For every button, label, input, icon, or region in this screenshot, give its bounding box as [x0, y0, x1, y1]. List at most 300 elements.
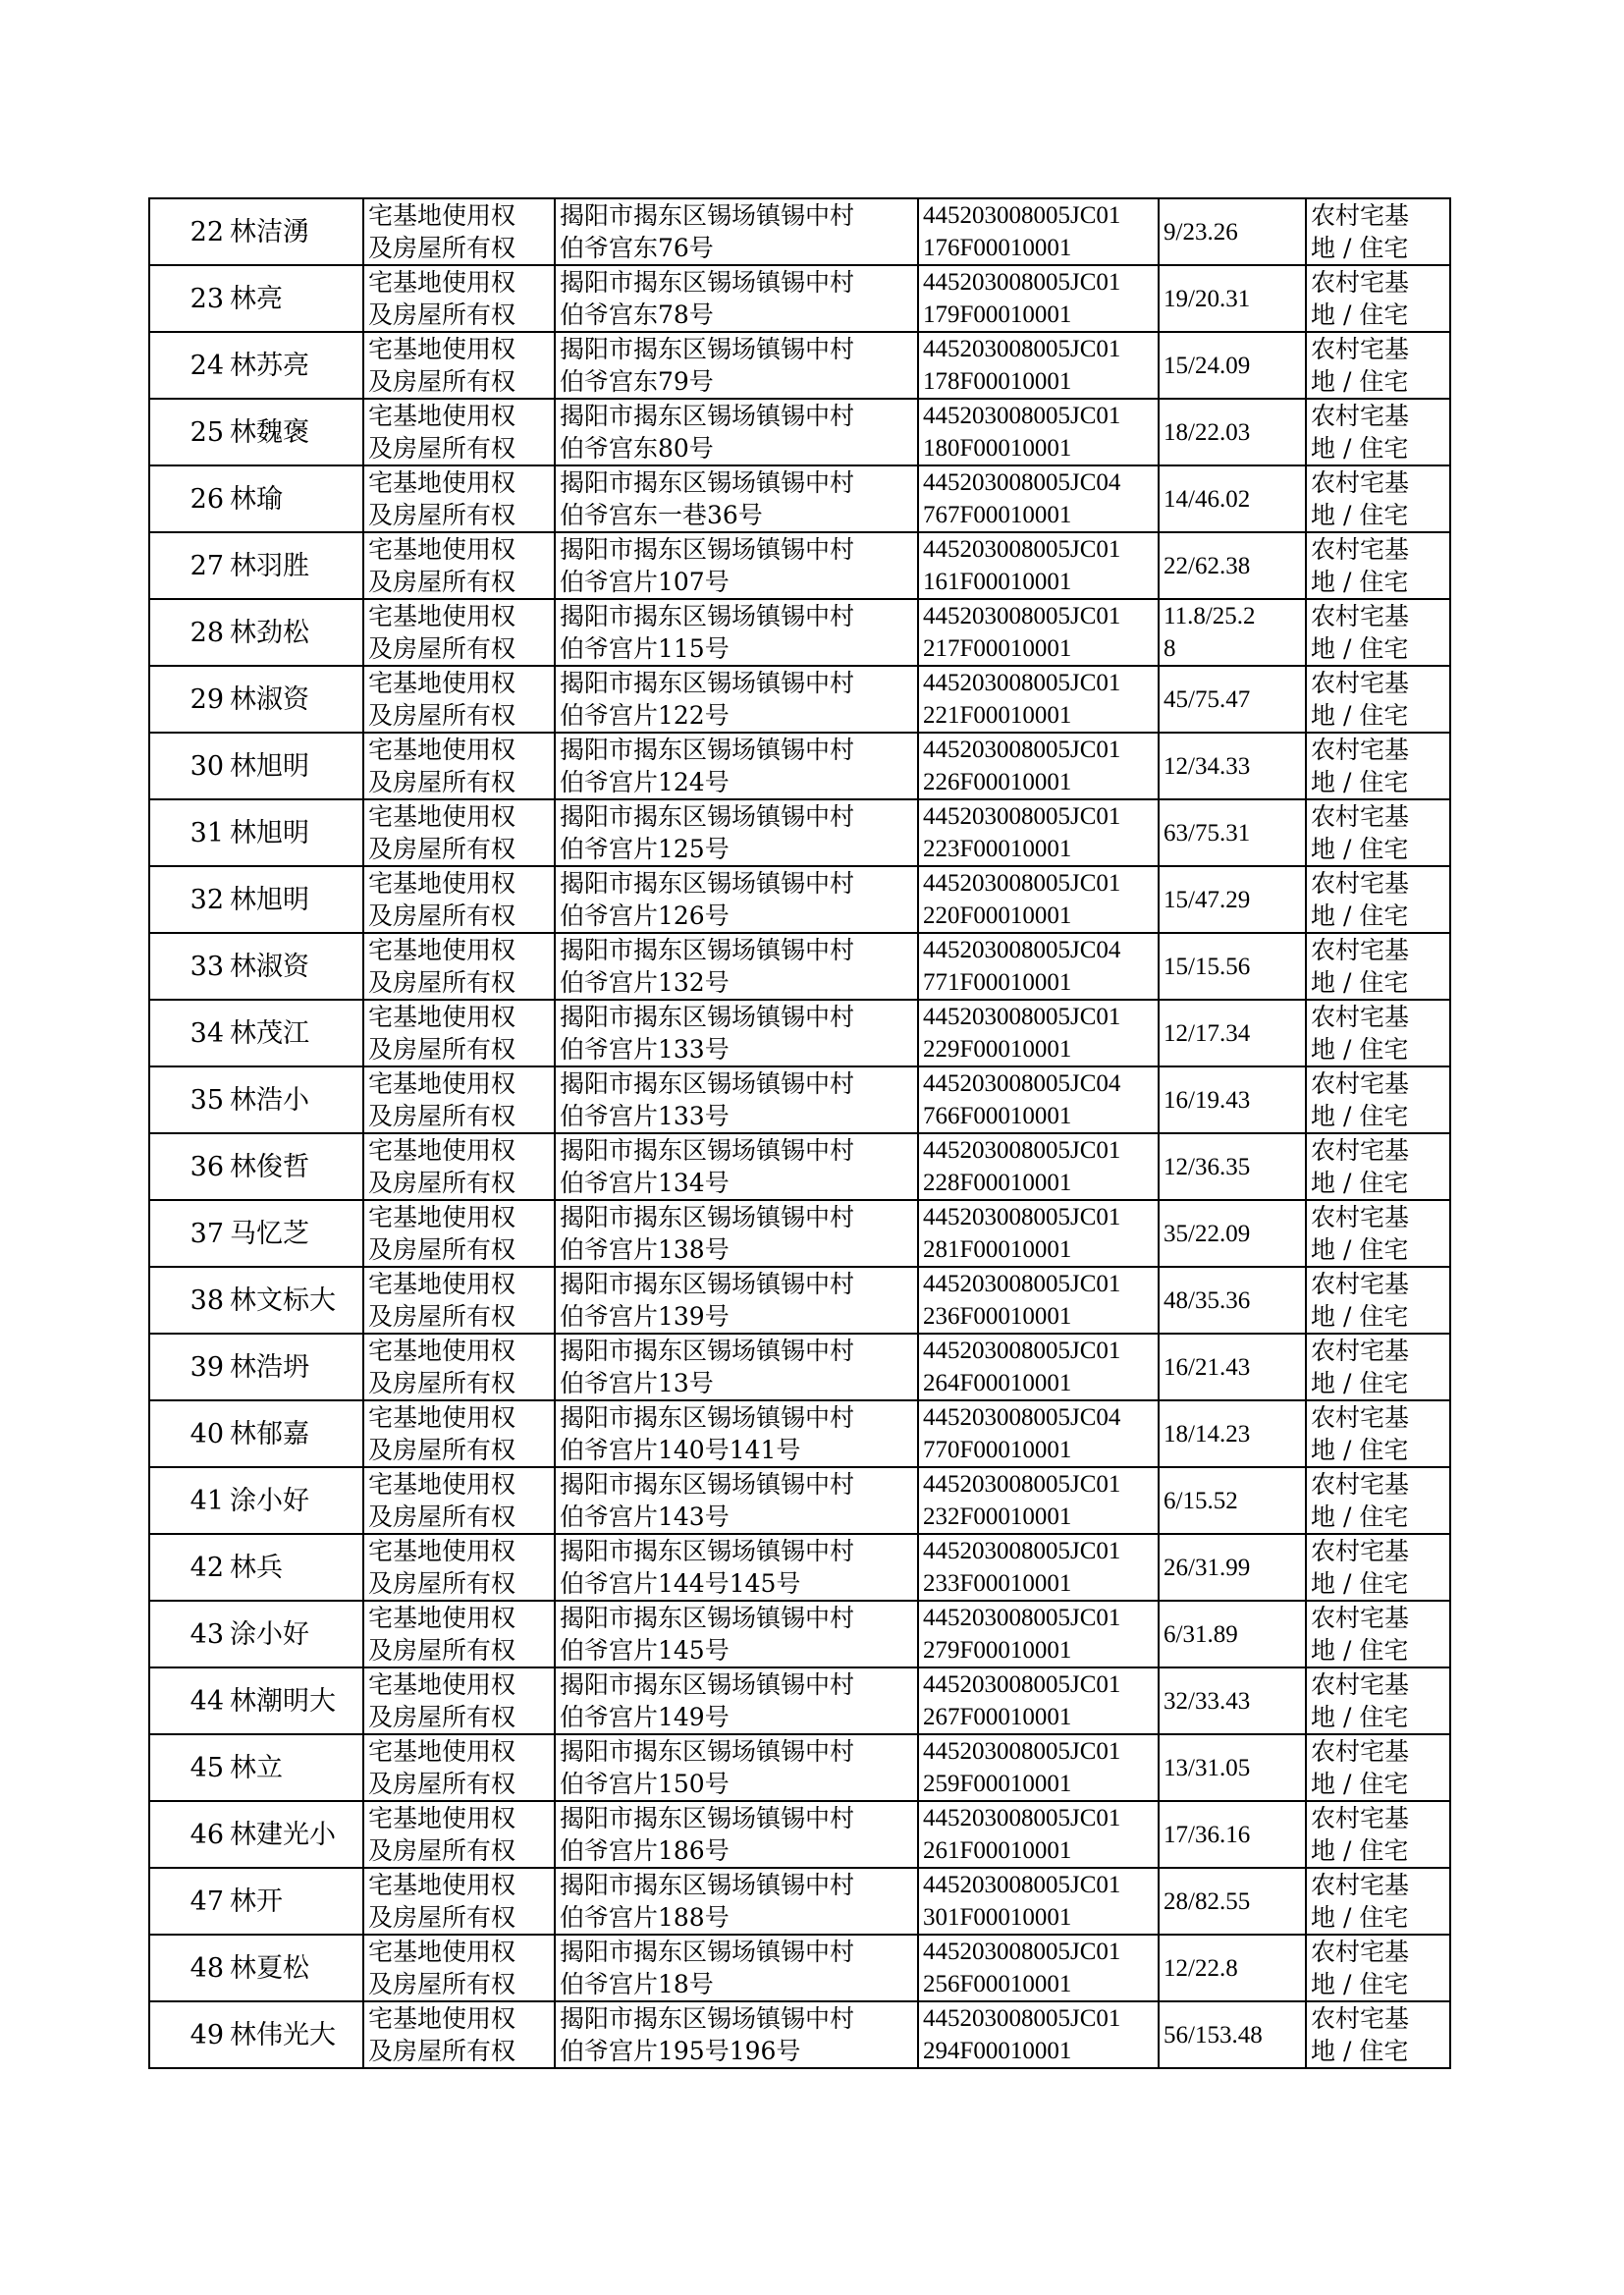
- row-number: 31: [189, 817, 224, 848]
- property-address-cell: [555, 265, 918, 332]
- unit-code-cell: [918, 1868, 1159, 1935]
- right-type-line: 及房屋所有权: [368, 367, 516, 396]
- area-value-cell: [1159, 1200, 1306, 1267]
- right-type-cell: [363, 198, 555, 265]
- unit-code-line: 445203008005JC04: [923, 1404, 1121, 1431]
- right-type-line: 宅基地使用权: [368, 1337, 516, 1365]
- property-address-line: 揭阳市揭东区锡场镇锡中村: [560, 1737, 855, 1766]
- land-use-line: 地 / 住宅: [1311, 1703, 1409, 1731]
- land-use-cell: [1306, 733, 1450, 799]
- area-value-cell: [1159, 933, 1306, 1000]
- owner-name: 林旭明: [230, 884, 309, 915]
- land-use-line: 农村宅基: [1311, 1069, 1410, 1098]
- right-type-line: 宅基地使用权: [368, 1804, 516, 1832]
- property-address-line: 揭阳市揭东区锡场镇锡中村: [560, 1337, 855, 1365]
- property-address-line: 伯爷宫片140号141号: [560, 1436, 801, 1464]
- right-type-line: 及房屋所有权: [368, 902, 516, 930]
- right-type-cell: [363, 1734, 555, 1801]
- table-row: [149, 198, 1450, 265]
- area-value-line: 12/36.35: [1164, 1153, 1251, 1180]
- unit-code-cell: [918, 866, 1159, 933]
- unit-code-line: 176F00010001: [923, 235, 1072, 261]
- unit-code-cell: [918, 933, 1159, 1000]
- property-address-cell: [555, 1734, 918, 1801]
- unit-code-line: 445203008005JC01: [923, 1671, 1121, 1698]
- row-number-cell: [149, 1467, 226, 1534]
- unit-code-line: 445203008005JC04: [923, 469, 1121, 496]
- owner-name: 林浩小: [230, 1084, 309, 1116]
- right-type-cell: [363, 1400, 555, 1467]
- land-use-cell: [1306, 1734, 1450, 1801]
- right-type-line: 宅基地使用权: [368, 2004, 516, 2033]
- row-number: 29: [189, 683, 224, 715]
- area-value-line: 16/21.43: [1164, 1353, 1251, 1381]
- land-use-cell: [1306, 1534, 1450, 1601]
- land-use-cell: [1306, 1467, 1450, 1534]
- unit-code-line: 232F00010001: [923, 1503, 1072, 1530]
- right-type-line: 宅基地使用权: [368, 1737, 516, 1766]
- unit-code-line: 445203008005JC01: [923, 1471, 1121, 1498]
- property-address-line: 伯爷宫片132号: [560, 968, 730, 997]
- owner-name: 马忆芝: [230, 1218, 309, 1249]
- property-address-line: 揭阳市揭东区锡场镇锡中村: [560, 2004, 855, 2033]
- right-type-line: 宅基地使用权: [368, 669, 516, 697]
- table-row: [149, 1000, 1450, 1066]
- property-address-cell: [555, 1267, 918, 1334]
- area-value-line: 56/153.48: [1164, 2021, 1263, 2049]
- row-number: 25: [189, 416, 224, 448]
- land-use-line: 地 / 住宅: [1311, 1169, 1409, 1197]
- row-number-cell: [149, 399, 226, 465]
- unit-code-line: 445203008005JC01: [923, 1271, 1121, 1297]
- area-value-line: 12/22.8: [1164, 1954, 1238, 1982]
- owner-name: 林夏松: [230, 1952, 309, 1984]
- table-row: [149, 1200, 1450, 1267]
- row-number-cell: [149, 1601, 226, 1667]
- property-address-line: 伯爷宫片188号: [560, 1903, 730, 1932]
- land-use-cell: [1306, 599, 1450, 666]
- property-address-line: 伯爷宫片115号: [560, 634, 730, 663]
- land-use-cell: [1306, 1200, 1450, 1267]
- area-value-cell: [1159, 1267, 1306, 1334]
- right-type-line: 宅基地使用权: [368, 268, 516, 297]
- property-address-line: 伯爷宫片144号145号: [560, 1569, 801, 1598]
- land-use-line: 地 / 住宅: [1311, 1503, 1409, 1531]
- owner-name-cell: [226, 1066, 363, 1133]
- property-address-cell: [555, 1801, 918, 1868]
- land-use-line: 地 / 住宅: [1311, 1369, 1409, 1397]
- owner-name-cell: [226, 332, 363, 399]
- right-type-cell: [363, 1868, 555, 1935]
- land-use-line: 农村宅基: [1311, 402, 1410, 430]
- unit-code-line: 445203008005JC01: [923, 1738, 1121, 1765]
- owner-name: 林苏亮: [230, 350, 309, 381]
- row-number: 42: [189, 1552, 224, 1583]
- unit-code-cell: [918, 1200, 1159, 1267]
- right-type-line: 及房屋所有权: [368, 835, 516, 863]
- row-number: 47: [189, 1885, 224, 1917]
- land-use-cell: [1306, 1400, 1450, 1467]
- right-type-line: 及房屋所有权: [368, 1503, 516, 1531]
- area-value-line: 11.8/25.2: [1164, 603, 1256, 629]
- unit-code-cell: [918, 465, 1159, 532]
- table-row: [149, 733, 1450, 799]
- owner-name: 涂小好: [230, 1485, 309, 1516]
- row-number: 34: [189, 1017, 224, 1049]
- right-type-line: 及房屋所有权: [368, 1302, 516, 1331]
- area-value-line: 22/62.38: [1164, 552, 1251, 579]
- land-use-line: 地 / 住宅: [1311, 568, 1409, 596]
- unit-code-cell: [918, 1667, 1159, 1734]
- unit-code-line: 233F00010001: [923, 1570, 1072, 1597]
- area-value-line: 8: [1164, 635, 1176, 662]
- right-type-cell: [363, 1133, 555, 1200]
- row-number-cell: [149, 1334, 226, 1400]
- right-type-line: 宅基地使用权: [368, 535, 516, 564]
- right-type-line: 宅基地使用权: [368, 1604, 516, 1632]
- right-type-cell: [363, 399, 555, 465]
- row-number-cell: [149, 265, 226, 332]
- row-number-cell: [149, 1066, 226, 1133]
- land-use-line: 农村宅基: [1311, 201, 1410, 230]
- right-type-line: 宅基地使用权: [368, 1403, 516, 1432]
- unit-code-line: 217F00010001: [923, 635, 1072, 662]
- unit-code-cell: [918, 733, 1159, 799]
- land-use-line: 农村宅基: [1311, 268, 1410, 297]
- land-use-line: 农村宅基: [1311, 535, 1410, 564]
- property-address-line: 揭阳市揭东区锡场镇锡中村: [560, 535, 855, 564]
- area-value-cell: [1159, 1935, 1306, 2001]
- unit-code-line: 445203008005JC01: [923, 2005, 1121, 2032]
- property-address-cell: [555, 1667, 918, 1734]
- area-value-cell: [1159, 866, 1306, 933]
- area-value-cell: [1159, 1734, 1306, 1801]
- row-number: 48: [189, 1952, 224, 1984]
- row-number-cell: [149, 666, 226, 733]
- unit-code-cell: [918, 799, 1159, 866]
- property-address-line: 伯爷宫东76号: [560, 234, 714, 262]
- row-number: 27: [189, 550, 224, 581]
- property-address-line: 揭阳市揭东区锡场镇锡中村: [560, 335, 855, 363]
- property-address-line: 揭阳市揭东区锡场镇锡中村: [560, 1403, 855, 1432]
- property-address-line: 伯爷宫片138号: [560, 1235, 730, 1264]
- unit-code-line: 228F00010001: [923, 1170, 1072, 1196]
- property-registry-table: [148, 197, 1451, 2069]
- land-use-cell: [1306, 332, 1450, 399]
- land-use-cell: [1306, 1868, 1450, 1935]
- property-address-line: 揭阳市揭东区锡场镇锡中村: [560, 1537, 855, 1565]
- table-row: [149, 1334, 1450, 1400]
- land-use-line: 地 / 住宅: [1311, 835, 1409, 863]
- unit-code-cell: [918, 399, 1159, 465]
- unit-code-line: 281F00010001: [923, 1236, 1072, 1263]
- table-row: [149, 1935, 1450, 2001]
- property-address-line: 伯爷宫片149号: [560, 1703, 730, 1731]
- right-type-line: 宅基地使用权: [368, 802, 516, 831]
- owner-name: 林潮明大: [230, 1685, 336, 1717]
- land-use-line: 农村宅基: [1311, 468, 1410, 497]
- right-type-cell: [363, 1066, 555, 1133]
- right-type-line: 及房屋所有权: [368, 1035, 516, 1064]
- property-address-line: 揭阳市揭东区锡场镇锡中村: [560, 1938, 855, 1966]
- property-address-line: 伯爷宫片125号: [560, 835, 730, 863]
- row-number: 44: [189, 1685, 224, 1717]
- owner-name-cell: [226, 1935, 363, 2001]
- property-address-line: 伯爷宫东78号: [560, 301, 714, 329]
- right-type-line: 及房屋所有权: [368, 701, 516, 730]
- area-value-cell: [1159, 1000, 1306, 1066]
- property-address-line: 揭阳市揭东区锡场镇锡中村: [560, 1136, 855, 1165]
- property-address-cell: [555, 666, 918, 733]
- property-address-cell: [555, 866, 918, 933]
- area-value-cell: [1159, 1334, 1306, 1400]
- owner-name-cell: [226, 1000, 363, 1066]
- area-value-line: 18/22.03: [1164, 418, 1251, 446]
- land-use-line: 农村宅基: [1311, 1470, 1410, 1499]
- area-value-line: 15/24.09: [1164, 352, 1251, 379]
- area-value-cell: [1159, 332, 1306, 399]
- row-number: 32: [189, 884, 224, 915]
- owner-name: 林洁湧: [230, 216, 309, 247]
- property-address-cell: [555, 198, 918, 265]
- area-value-line: 13/31.05: [1164, 1754, 1251, 1781]
- row-number: 30: [189, 750, 224, 782]
- right-type-line: 及房屋所有权: [368, 1903, 516, 1932]
- unit-code-line: 301F00010001: [923, 1904, 1072, 1931]
- area-value-cell: [1159, 265, 1306, 332]
- unit-code-cell: [918, 332, 1159, 399]
- table-row: [149, 265, 1450, 332]
- property-address-cell: [555, 465, 918, 532]
- property-address-cell: [555, 1400, 918, 1467]
- property-address-cell: [555, 1534, 918, 1601]
- property-address-line: 伯爷宫片195号196号: [560, 2037, 801, 2065]
- land-use-cell: [1306, 198, 1450, 265]
- unit-code-line: 221F00010001: [923, 702, 1072, 729]
- owner-name-cell: [226, 1334, 363, 1400]
- land-use-line: 地 / 住宅: [1311, 434, 1409, 463]
- property-address-line: 揭阳市揭东区锡场镇锡中村: [560, 736, 855, 764]
- owner-name: 林羽胜: [230, 550, 309, 581]
- table-row: [149, 1601, 1450, 1667]
- unit-code-line: 445203008005JC01: [923, 403, 1121, 429]
- property-address-line: 揭阳市揭东区锡场镇锡中村: [560, 1203, 855, 1231]
- right-type-line: 及房屋所有权: [368, 1770, 516, 1798]
- area-value-line: 26/31.99: [1164, 1554, 1251, 1581]
- owner-name: 林伟光大: [230, 2019, 336, 2050]
- unit-code-cell: [918, 1000, 1159, 1066]
- unit-code-line: 445203008005JC01: [923, 536, 1121, 563]
- right-type-cell: [363, 1601, 555, 1667]
- area-value-line: 19/20.31: [1164, 285, 1251, 312]
- right-type-line: 及房屋所有权: [368, 1569, 516, 1598]
- row-number: 28: [189, 617, 224, 648]
- table-row: [149, 399, 1450, 465]
- right-type-cell: [363, 1200, 555, 1267]
- land-use-line: 农村宅基: [1311, 335, 1410, 363]
- unit-code-line: 770F00010001: [923, 1437, 1072, 1463]
- unit-code-line: 445203008005JC01: [923, 737, 1121, 763]
- row-number: 45: [189, 1752, 224, 1783]
- area-value-cell: [1159, 399, 1306, 465]
- land-use-cell: [1306, 2001, 1450, 2068]
- owner-name: 林开: [230, 1885, 283, 1917]
- area-value-line: 18/14.23: [1164, 1420, 1251, 1448]
- right-type-line: 及房屋所有权: [368, 1369, 516, 1397]
- table-row: [149, 666, 1450, 733]
- owner-name: 林兵: [230, 1552, 283, 1583]
- right-type-line: 宅基地使用权: [368, 1670, 516, 1699]
- property-address-cell: [555, 933, 918, 1000]
- area-value-line: 63/75.31: [1164, 819, 1251, 847]
- right-type-cell: [363, 599, 555, 666]
- unit-code-line: 445203008005JC04: [923, 1070, 1121, 1097]
- owner-name-cell: [226, 532, 363, 599]
- area-value-cell: [1159, 1133, 1306, 1200]
- table-row: [149, 1868, 1450, 1935]
- land-use-line: 农村宅基: [1311, 602, 1410, 630]
- land-use-line: 农村宅基: [1311, 1537, 1410, 1565]
- unit-code-line: 180F00010001: [923, 435, 1072, 462]
- owner-name-cell: [226, 1133, 363, 1200]
- land-use-cell: [1306, 666, 1450, 733]
- row-number-cell: [149, 332, 226, 399]
- land-use-cell: [1306, 933, 1450, 1000]
- right-type-cell: [363, 866, 555, 933]
- land-use-cell: [1306, 465, 1450, 532]
- row-number-cell: [149, 2001, 226, 2068]
- area-value-line: 16/19.43: [1164, 1086, 1251, 1114]
- property-address-cell: [555, 399, 918, 465]
- unit-code-line: 445203008005JC01: [923, 870, 1121, 897]
- table-row: [149, 465, 1450, 532]
- right-type-line: 及房屋所有权: [368, 1636, 516, 1665]
- owner-name: 林旭明: [230, 750, 309, 782]
- property-address-line: 揭阳市揭东区锡场镇锡中村: [560, 1270, 855, 1298]
- land-use-cell: [1306, 1935, 1450, 2001]
- property-address-line: 揭阳市揭东区锡场镇锡中村: [560, 268, 855, 297]
- owner-name-cell: [226, 198, 363, 265]
- owner-name: 林淑资: [230, 951, 309, 982]
- unit-code-cell: [918, 198, 1159, 265]
- owner-name-cell: [226, 1667, 363, 1734]
- property-address-cell: [555, 1868, 918, 1935]
- area-value-line: 14/46.02: [1164, 485, 1251, 513]
- area-value-cell: [1159, 1667, 1306, 1734]
- owner-name: 涂小好: [230, 1618, 309, 1650]
- unit-code-line: 766F00010001: [923, 1103, 1072, 1129]
- right-type-line: 宅基地使用权: [368, 1470, 516, 1499]
- property-address-line: 伯爷宫片139号: [560, 1302, 730, 1331]
- unit-code-line: 445203008005JC01: [923, 336, 1121, 362]
- owner-name-cell: [226, 465, 363, 532]
- owner-name: 林浩坍: [230, 1351, 309, 1383]
- owner-name: 林魏褒: [230, 416, 309, 448]
- area-value-line: 6/15.52: [1164, 1487, 1238, 1514]
- right-type-line: 宅基地使用权: [368, 1938, 516, 1966]
- land-use-line: 农村宅基: [1311, 736, 1410, 764]
- right-type-cell: [363, 2001, 555, 2068]
- property-address-line: 揭阳市揭东区锡场镇锡中村: [560, 468, 855, 497]
- unit-code-cell: [918, 2001, 1159, 2068]
- owner-name: 林俊哲: [230, 1151, 309, 1182]
- unit-code-cell: [918, 532, 1159, 599]
- area-value-cell: [1159, 1601, 1306, 1667]
- table-row: [149, 2001, 1450, 2068]
- unit-code-line: 223F00010001: [923, 836, 1072, 862]
- owner-name-cell: [226, 666, 363, 733]
- area-value-line: 15/47.29: [1164, 886, 1251, 913]
- owner-name-cell: [226, 799, 363, 866]
- right-type-line: 及房屋所有权: [368, 434, 516, 463]
- owner-name: 林文标大: [230, 1284, 336, 1316]
- property-address-line: 揭阳市揭东区锡场镇锡中村: [560, 869, 855, 898]
- unit-code-line: 445203008005JC01: [923, 1605, 1121, 1631]
- land-use-line: 农村宅基: [1311, 1270, 1410, 1298]
- right-type-line: 及房屋所有权: [368, 2037, 516, 2065]
- land-use-cell: [1306, 399, 1450, 465]
- unit-code-cell: [918, 599, 1159, 666]
- right-type-cell: [363, 1334, 555, 1400]
- table-row: [149, 1467, 1450, 1534]
- property-address-line: 伯爷宫片150号: [560, 1770, 730, 1798]
- owner-name-cell: [226, 1200, 363, 1267]
- property-address-line: 揭阳市揭东区锡场镇锡中村: [560, 602, 855, 630]
- property-address-line: 伯爷宫东80号: [560, 434, 714, 463]
- land-use-line: 农村宅基: [1311, 1804, 1410, 1832]
- right-type-cell: [363, 265, 555, 332]
- area-value-cell: [1159, 198, 1306, 265]
- right-type-line: 宅基地使用权: [368, 402, 516, 430]
- property-address-line: 伯爷宫片133号: [560, 1035, 730, 1064]
- unit-code-line: 161F00010001: [923, 569, 1072, 595]
- property-address-cell: [555, 1066, 918, 1133]
- land-use-line: 地 / 住宅: [1311, 902, 1409, 930]
- right-type-line: 宅基地使用权: [368, 1069, 516, 1098]
- property-address-cell: [555, 332, 918, 399]
- land-use-line: 地 / 住宅: [1311, 501, 1409, 529]
- unit-code-line: 445203008005JC01: [923, 803, 1121, 830]
- property-address-cell: [555, 1133, 918, 1200]
- land-use-line: 农村宅基: [1311, 1938, 1410, 1966]
- property-address-line: 揭阳市揭东区锡场镇锡中村: [560, 936, 855, 964]
- table-row: [149, 1801, 1450, 1868]
- unit-code-cell: [918, 1066, 1159, 1133]
- owner-name-cell: [226, 1734, 363, 1801]
- land-use-line: 农村宅基: [1311, 1203, 1410, 1231]
- property-address-line: 揭阳市揭东区锡场镇锡中村: [560, 1003, 855, 1031]
- unit-code-cell: [918, 1334, 1159, 1400]
- land-use-line: 地 / 住宅: [1311, 634, 1409, 663]
- right-type-line: 宅基地使用权: [368, 1270, 516, 1298]
- area-value-line: 45/75.47: [1164, 685, 1251, 713]
- owner-name-cell: [226, 1868, 363, 1935]
- land-use-line: 农村宅基: [1311, 1337, 1410, 1365]
- unit-code-line: 445203008005JC01: [923, 1805, 1121, 1831]
- owner-name-cell: [226, 265, 363, 332]
- land-use-line: 地 / 住宅: [1311, 1569, 1409, 1598]
- right-type-cell: [363, 933, 555, 1000]
- property-address-line: 伯爷宫片107号: [560, 568, 730, 596]
- row-number-cell: [149, 599, 226, 666]
- right-type-cell: [363, 1467, 555, 1534]
- unit-code-line: 445203008005JC01: [923, 1137, 1121, 1164]
- area-value-cell: [1159, 733, 1306, 799]
- right-type-line: 及房屋所有权: [368, 768, 516, 796]
- property-address-line: 揭阳市揭东区锡场镇锡中村: [560, 1604, 855, 1632]
- row-number: 24: [189, 350, 224, 381]
- land-use-line: 地 / 住宅: [1311, 1436, 1409, 1464]
